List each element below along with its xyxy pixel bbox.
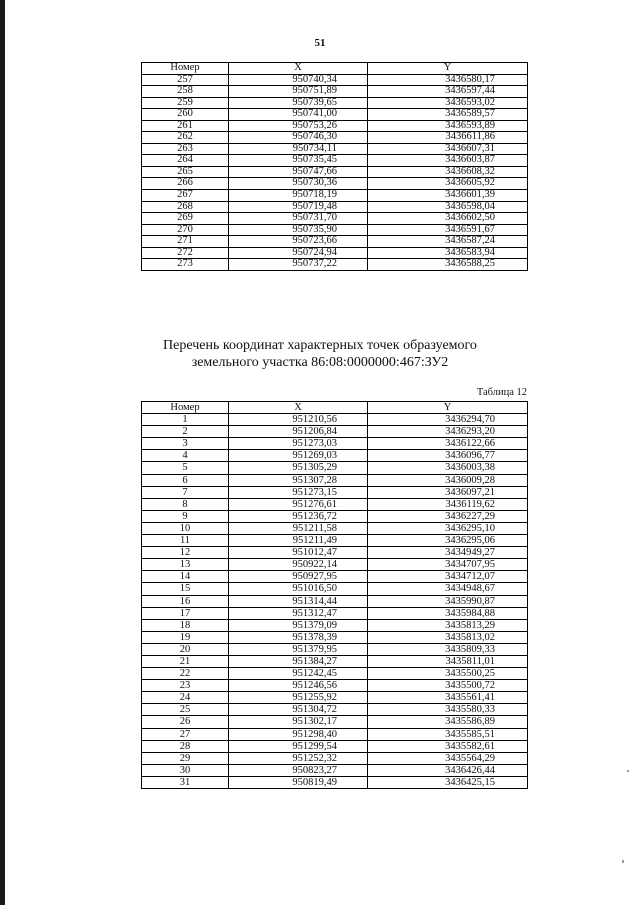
y-coordinate: 3434949,27	[368, 547, 528, 559]
y-coordinate: 3436597,44	[368, 86, 528, 98]
y-coordinate: 3435580,33	[368, 704, 528, 716]
table-row	[142, 414, 528, 426]
table-row	[142, 86, 528, 98]
column-header-number: Номер	[142, 63, 229, 75]
y-coordinate: 3435813,02	[368, 631, 528, 643]
y-coordinate: 3436580,17	[368, 74, 528, 86]
table-row	[142, 535, 528, 547]
y-coordinate: 3436295,10	[368, 522, 528, 534]
x-coordinate: 951269,03	[229, 450, 368, 462]
table-row	[142, 559, 528, 571]
x-coordinate: 951242,45	[229, 668, 368, 680]
point-number: 11	[142, 535, 229, 547]
x-coordinate: 951012,47	[229, 547, 368, 559]
point-number: 17	[142, 607, 229, 619]
point-number: 21	[142, 655, 229, 667]
section-heading-line-1: Перечень координат характерных точек образуемого	[163, 338, 477, 353]
y-coordinate: 3435811,01	[368, 655, 528, 667]
x-coordinate: 950751,89	[229, 86, 368, 98]
x-coordinate: 951236,72	[229, 510, 368, 522]
point-number: 269	[142, 213, 229, 225]
table-row	[142, 474, 528, 486]
point-number: 262	[142, 132, 229, 144]
x-coordinate: 950823,27	[229, 764, 368, 776]
point-number: 9	[142, 510, 229, 522]
y-coordinate: 3436598,04	[368, 201, 528, 213]
y-coordinate: 3435500,72	[368, 680, 528, 692]
y-coordinate: 3436589,57	[368, 109, 528, 121]
point-number: 25	[142, 704, 229, 716]
x-coordinate: 951299,54	[229, 740, 368, 752]
point-number: 4	[142, 450, 229, 462]
x-coordinate: 950747,66	[229, 166, 368, 178]
table-row	[142, 462, 528, 474]
x-coordinate: 951276,61	[229, 498, 368, 510]
table-header-row	[142, 402, 528, 414]
point-number: 259	[142, 97, 229, 109]
point-number: 263	[142, 143, 229, 155]
table-row	[142, 668, 528, 680]
x-coordinate: 951211,58	[229, 522, 368, 534]
table-row	[142, 450, 528, 462]
point-number: 27	[142, 728, 229, 740]
coordinates-table-continued	[141, 62, 528, 271]
y-coordinate: 3435564,29	[368, 752, 528, 764]
y-coordinate: 3436097,21	[368, 486, 528, 498]
point-number: 30	[142, 764, 229, 776]
point-number: 10	[142, 522, 229, 534]
column-header-number: Номер	[142, 402, 229, 414]
table-row	[142, 224, 528, 236]
x-coordinate: 951304,72	[229, 704, 368, 716]
x-coordinate: 951298,40	[229, 728, 368, 740]
table-row	[142, 631, 528, 643]
y-coordinate: 3436003,38	[368, 462, 528, 474]
scan-speck	[627, 770, 629, 772]
table-header-row	[142, 63, 528, 75]
y-coordinate: 3436593,02	[368, 97, 528, 109]
x-coordinate: 951273,15	[229, 486, 368, 498]
x-coordinate: 950746,30	[229, 132, 368, 144]
point-number: 8	[142, 498, 229, 510]
point-number: 16	[142, 595, 229, 607]
y-coordinate: 3434712,07	[368, 571, 528, 583]
y-coordinate: 3435586,89	[368, 716, 528, 728]
table-row	[142, 704, 528, 716]
x-coordinate: 951273,03	[229, 438, 368, 450]
point-number: 28	[142, 740, 229, 752]
x-coordinate: 950719,48	[229, 201, 368, 213]
x-coordinate: 951305,29	[229, 462, 368, 474]
x-coordinate: 951307,28	[229, 474, 368, 486]
point-number: 260	[142, 109, 229, 121]
x-coordinate: 950753,26	[229, 120, 368, 132]
table-row	[142, 438, 528, 450]
x-coordinate: 951211,49	[229, 535, 368, 547]
section-heading	[0, 337, 640, 371]
x-coordinate: 950723,66	[229, 236, 368, 248]
point-number: 12	[142, 547, 229, 559]
x-coordinate: 950724,94	[229, 247, 368, 259]
scan-edge	[0, 0, 5, 905]
table-row	[142, 486, 528, 498]
table-row	[142, 583, 528, 595]
table-row	[142, 571, 528, 583]
table-row	[142, 643, 528, 655]
y-coordinate: 3436294,70	[368, 414, 528, 426]
table-caption: Таблица 12	[476, 387, 527, 398]
table-row	[142, 510, 528, 522]
x-coordinate: 951378,39	[229, 631, 368, 643]
table-row	[142, 109, 528, 121]
point-number: 26	[142, 716, 229, 728]
table-row	[142, 692, 528, 704]
point-number: 18	[142, 619, 229, 631]
y-coordinate: 3436587,24	[368, 236, 528, 248]
point-number: 257	[142, 74, 229, 86]
table-row	[142, 201, 528, 213]
table-row	[142, 74, 528, 86]
y-coordinate: 3436227,29	[368, 510, 528, 522]
point-number: 3	[142, 438, 229, 450]
y-coordinate: 3436009,28	[368, 474, 528, 486]
table-row	[142, 607, 528, 619]
y-coordinate: 3436122,66	[368, 438, 528, 450]
y-coordinate: 3436588,25	[368, 259, 528, 271]
point-number: 2	[142, 426, 229, 438]
y-coordinate: 3436601,39	[368, 190, 528, 202]
x-coordinate: 950739,65	[229, 97, 368, 109]
x-coordinate: 951379,09	[229, 619, 368, 631]
point-number: 19	[142, 631, 229, 643]
table-row	[142, 426, 528, 438]
table-row	[142, 752, 528, 764]
table-row	[142, 547, 528, 559]
table-row	[142, 716, 528, 728]
point-number: 270	[142, 224, 229, 236]
x-coordinate: 950922,14	[229, 559, 368, 571]
x-coordinate: 951314,44	[229, 595, 368, 607]
point-number: 13	[142, 559, 229, 571]
y-coordinate: 3436602,50	[368, 213, 528, 225]
column-header-x: X	[229, 402, 368, 414]
x-coordinate: 950927,95	[229, 571, 368, 583]
y-coordinate: 3436119,62	[368, 498, 528, 510]
table-row	[142, 178, 528, 190]
x-coordinate: 950735,45	[229, 155, 368, 167]
coordinates-table-12	[141, 401, 528, 789]
table-row	[142, 595, 528, 607]
y-coordinate: 3434707,95	[368, 559, 528, 571]
section-heading-line-2: земельного участка 86:08:0000000:467:ЗУ2	[191, 355, 449, 370]
table-row	[142, 120, 528, 132]
table-row	[142, 655, 528, 667]
y-coordinate: 3436096,77	[368, 450, 528, 462]
point-number: 23	[142, 680, 229, 692]
y-coordinate: 3436293,20	[368, 426, 528, 438]
table-row	[142, 247, 528, 259]
point-number: 22	[142, 668, 229, 680]
x-coordinate: 951206,84	[229, 426, 368, 438]
table-row	[142, 740, 528, 752]
point-number: 267	[142, 190, 229, 202]
x-coordinate: 951252,32	[229, 752, 368, 764]
x-coordinate: 950741,00	[229, 109, 368, 121]
point-number: 31	[142, 776, 229, 788]
table-row	[142, 190, 528, 202]
table-row	[142, 776, 528, 788]
x-coordinate: 951210,56	[229, 414, 368, 426]
y-coordinate: 3436426,44	[368, 764, 528, 776]
point-number: 1	[142, 414, 229, 426]
y-coordinate: 3436425,15	[368, 776, 528, 788]
column-header-y: Y	[368, 63, 528, 75]
y-coordinate: 3435582,61	[368, 740, 528, 752]
point-number: 5	[142, 462, 229, 474]
point-number: 264	[142, 155, 229, 167]
x-coordinate: 951246,56	[229, 680, 368, 692]
table-row	[142, 155, 528, 167]
y-coordinate: 3436608,32	[368, 166, 528, 178]
table-row	[142, 498, 528, 510]
y-coordinate: 3435585,51	[368, 728, 528, 740]
point-number: 268	[142, 201, 229, 213]
y-coordinate: 3436583,94	[368, 247, 528, 259]
table-row	[142, 166, 528, 178]
y-coordinate: 3436591,67	[368, 224, 528, 236]
table-row	[142, 143, 528, 155]
point-number: 266	[142, 178, 229, 190]
y-coordinate: 3434948,67	[368, 583, 528, 595]
table-row	[142, 522, 528, 534]
point-number: 272	[142, 247, 229, 259]
table-row	[142, 236, 528, 248]
y-coordinate: 3436611,86	[368, 132, 528, 144]
table-row	[142, 764, 528, 776]
y-coordinate: 3435990,87	[368, 595, 528, 607]
table-row	[142, 728, 528, 740]
y-coordinate: 3436607,31	[368, 143, 528, 155]
y-coordinate: 3435809,33	[368, 643, 528, 655]
y-coordinate: 3436603,87	[368, 155, 528, 167]
point-number: 7	[142, 486, 229, 498]
x-coordinate: 951255,92	[229, 692, 368, 704]
x-coordinate: 950737,22	[229, 259, 368, 271]
column-header-y: Y	[368, 402, 528, 414]
scan-speck	[622, 860, 624, 863]
table-row	[142, 97, 528, 109]
column-header-x: X	[229, 63, 368, 75]
point-number: 20	[142, 643, 229, 655]
y-coordinate: 3435561,41	[368, 692, 528, 704]
y-coordinate: 3435500,25	[368, 668, 528, 680]
x-coordinate: 950731,70	[229, 213, 368, 225]
x-coordinate: 950718,19	[229, 190, 368, 202]
point-number: 29	[142, 752, 229, 764]
y-coordinate: 3436605,92	[368, 178, 528, 190]
x-coordinate: 951312,47	[229, 607, 368, 619]
x-coordinate: 950730,36	[229, 178, 368, 190]
point-number: 258	[142, 86, 229, 98]
table-row	[142, 132, 528, 144]
x-coordinate: 950740,34	[229, 74, 368, 86]
y-coordinate: 3436295,06	[368, 535, 528, 547]
point-number: 14	[142, 571, 229, 583]
x-coordinate: 951384,27	[229, 655, 368, 667]
table-row	[142, 680, 528, 692]
y-coordinate: 3435984,88	[368, 607, 528, 619]
y-coordinate: 3435813,29	[368, 619, 528, 631]
y-coordinate: 3436593,89	[368, 120, 528, 132]
point-number: 271	[142, 236, 229, 248]
table-row	[142, 259, 528, 271]
x-coordinate: 951379,95	[229, 643, 368, 655]
x-coordinate: 951016,50	[229, 583, 368, 595]
point-number: 6	[142, 474, 229, 486]
point-number: 265	[142, 166, 229, 178]
x-coordinate: 950819,49	[229, 776, 368, 788]
point-number: 273	[142, 259, 229, 271]
point-number: 15	[142, 583, 229, 595]
x-coordinate: 950734,11	[229, 143, 368, 155]
page-number: 51	[314, 37, 326, 49]
x-coordinate: 950735,90	[229, 224, 368, 236]
point-number: 261	[142, 120, 229, 132]
table-row	[142, 619, 528, 631]
point-number: 24	[142, 692, 229, 704]
table-row	[142, 213, 528, 225]
x-coordinate: 951302,17	[229, 716, 368, 728]
